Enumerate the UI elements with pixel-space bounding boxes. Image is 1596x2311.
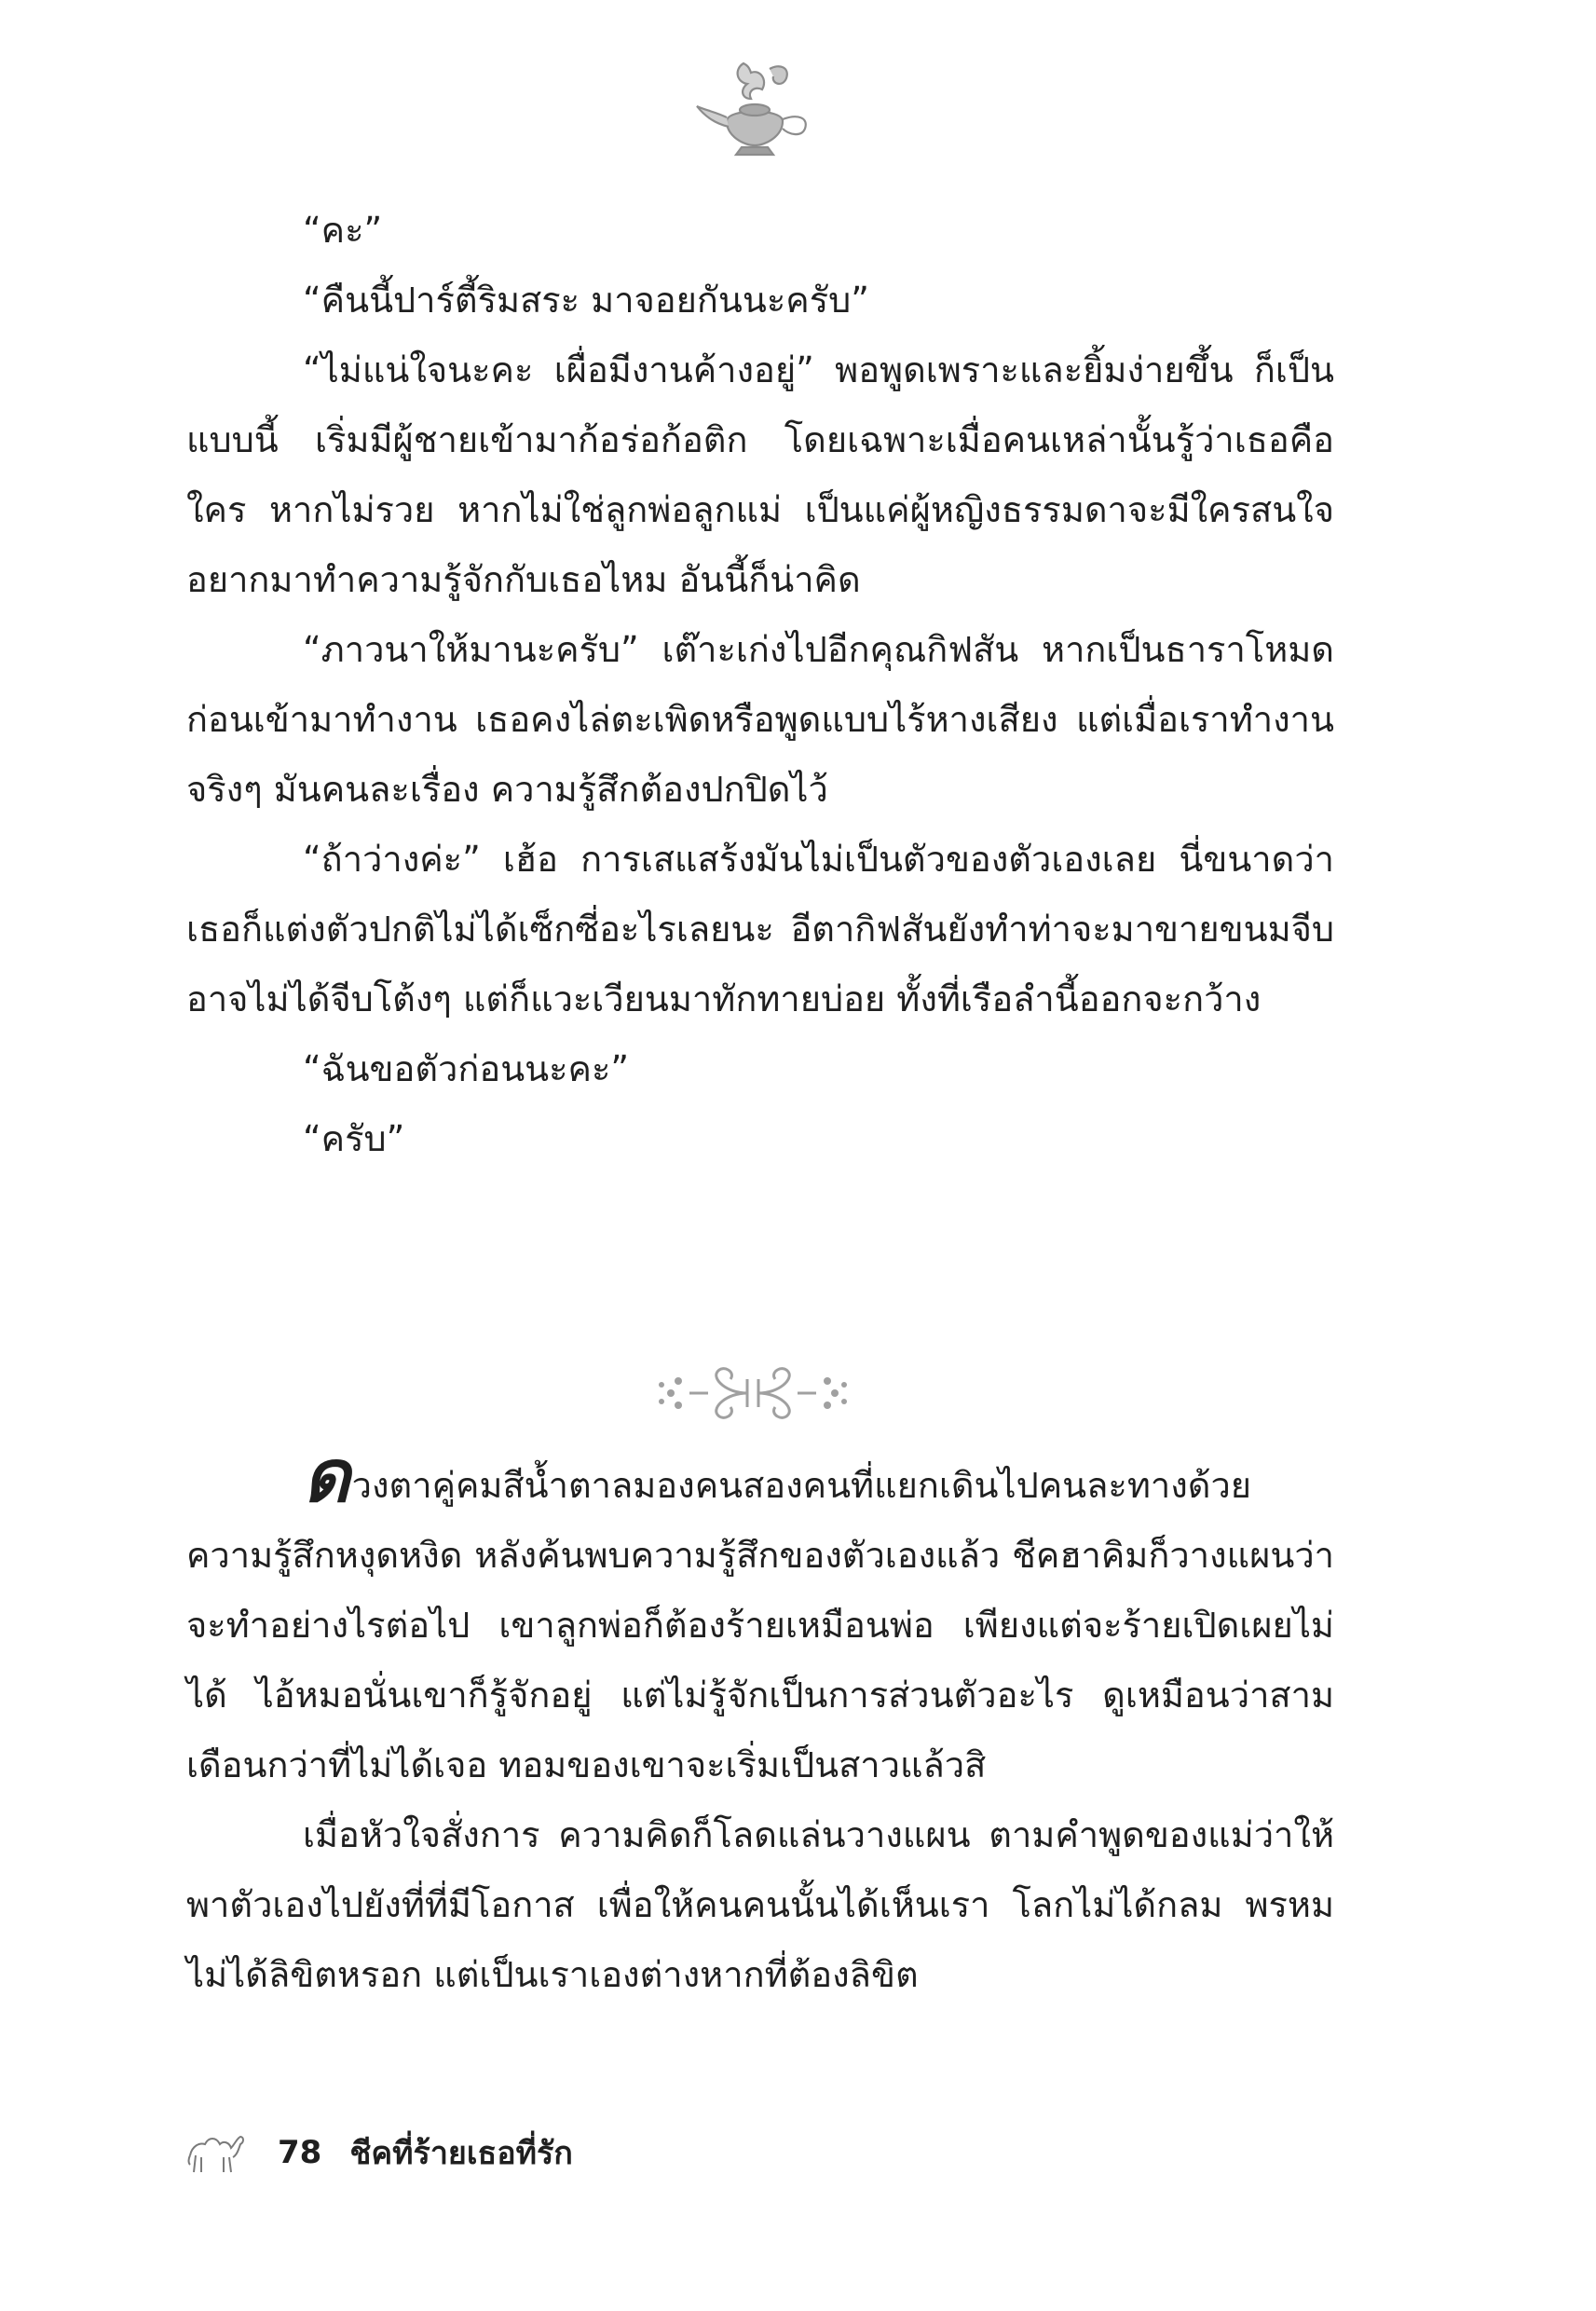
body-paragraph: เมื่อหัวใจสั่งการ ความคิดก็โลดแล่นวางแผน ตามคำพูดของแม่ว่าให้พาตัวเองไปยังที่ที่มีโอกาส เพื่อให้คนคนนั้นได้เห็นเรา โลกไม่ได้กลม พรหมไม่ได้ลิขิตหรอก แต่เป็นเราเองต่างหากที่ต้องลิขิต [186,1814,1334,1995]
camel-icon [186,2129,246,2176]
body-paragraph: “ถ้าว่างค่ะ” เฮ้อ การเสแสร้งมันไม่เป็นตัวของตัวเองเลย นี่ขนาดว่าเธอก็แต่งตัวปกติไม่ได้เซ็กซี่อะไรเลยนะ อีตากิฟสันยังทำท่าจะมาขายขนมจีบ อาจไม่ได้จีบโต้งๆ แต่ก็แวะเวียนมาทักทายบ่อย ทั้งที่เรือลำนี้ออกจะกว้าง [186,839,1334,1019]
page-number: 78 [278,2134,322,2171]
dialogue-line: “คืนนี้ปาร์ตี้ริมสระ มาจอยกันนะครับ” [303,280,869,321]
text-section-1 [186,196,1334,1174]
genie-lamp-icon [689,56,820,158]
book-title: ชีคที่ร้ายเธอที่รัก [349,2135,573,2172]
paragraph-text: วงตาคู่คมสีน้ำตาลมองคนสองคนที่แยกเดินไปคนละทางด้วยความรู้สึกหงุดหงิด หลังค้นพบความรู้สึกของตัวเองแล้ว ชีคฮาคิมก็วางแผนว่าจะทำอย่างไรต่อไป เขาลูกพ่อก็ต้องร้ายเหมือนพ่อ เพียงแต่จะร้ายเปิดเผยไม่ได้ ไอ้หมอนั่นเขาก็รู้จักอยู่ แต่ไม่รู้จักเป็นการส่วนตัวอะไร ดูเหมือนว่าสามเดือนกว่าที่ไม่ได้เจอ ทอมของเขาจะเริ่มเป็นสาวแล้วสิ [186,1465,1334,1785]
dialogue-line: “ฉันขอตัวก่อนนะคะ” [303,1048,630,1089]
drop-cap: ด [303,1435,350,1519]
text-section-2 [186,1435,1334,2010]
body-paragraph: “ไม่แน่ใจนะคะ เผื่อมีงานค้างอยู่” พอพูดเพราะและยิ้มง่ายขึ้น ก็เป็นแบบนี้ เริ่มมีผู้ชายเข้ามาก้อร่อก้อติก โดยเฉพาะเมื่อคนเหล่านั้นรู้ว่าเธอคือใคร หากไม่รวย หากไม่ใช่ลูกพ่อลูกแม่ เป็นแค่ผู้หญิงธรรมดาจะมีใครสนใจอยากมาทำความรู้จักกับเธอไหม อันนี้ก็น่าคิด [186,349,1334,600]
dialogue-line: “คะ” [303,210,383,251]
body-paragraph-with-dropcap [186,1435,1334,1800]
body-paragraph: “ภาวนาให้มานะครับ” เต๊าะเก่งไปอีกคุณกิฟสัน หากเป็นธาราโหมดก่อนเข้ามาทำงาน เธอคงไล่ตะเพิดหรือพูดแบบไร้หางเสียง แต่เมื่อเราทำงานจริงๆ มันคนละเรื่อง ความรู้สึกต้องปกปิดไว้ [186,629,1334,810]
dialogue-line: “ครับ” [303,1118,405,1159]
ornamental-divider-icon [652,1361,853,1426]
page-footer [186,2125,573,2181]
